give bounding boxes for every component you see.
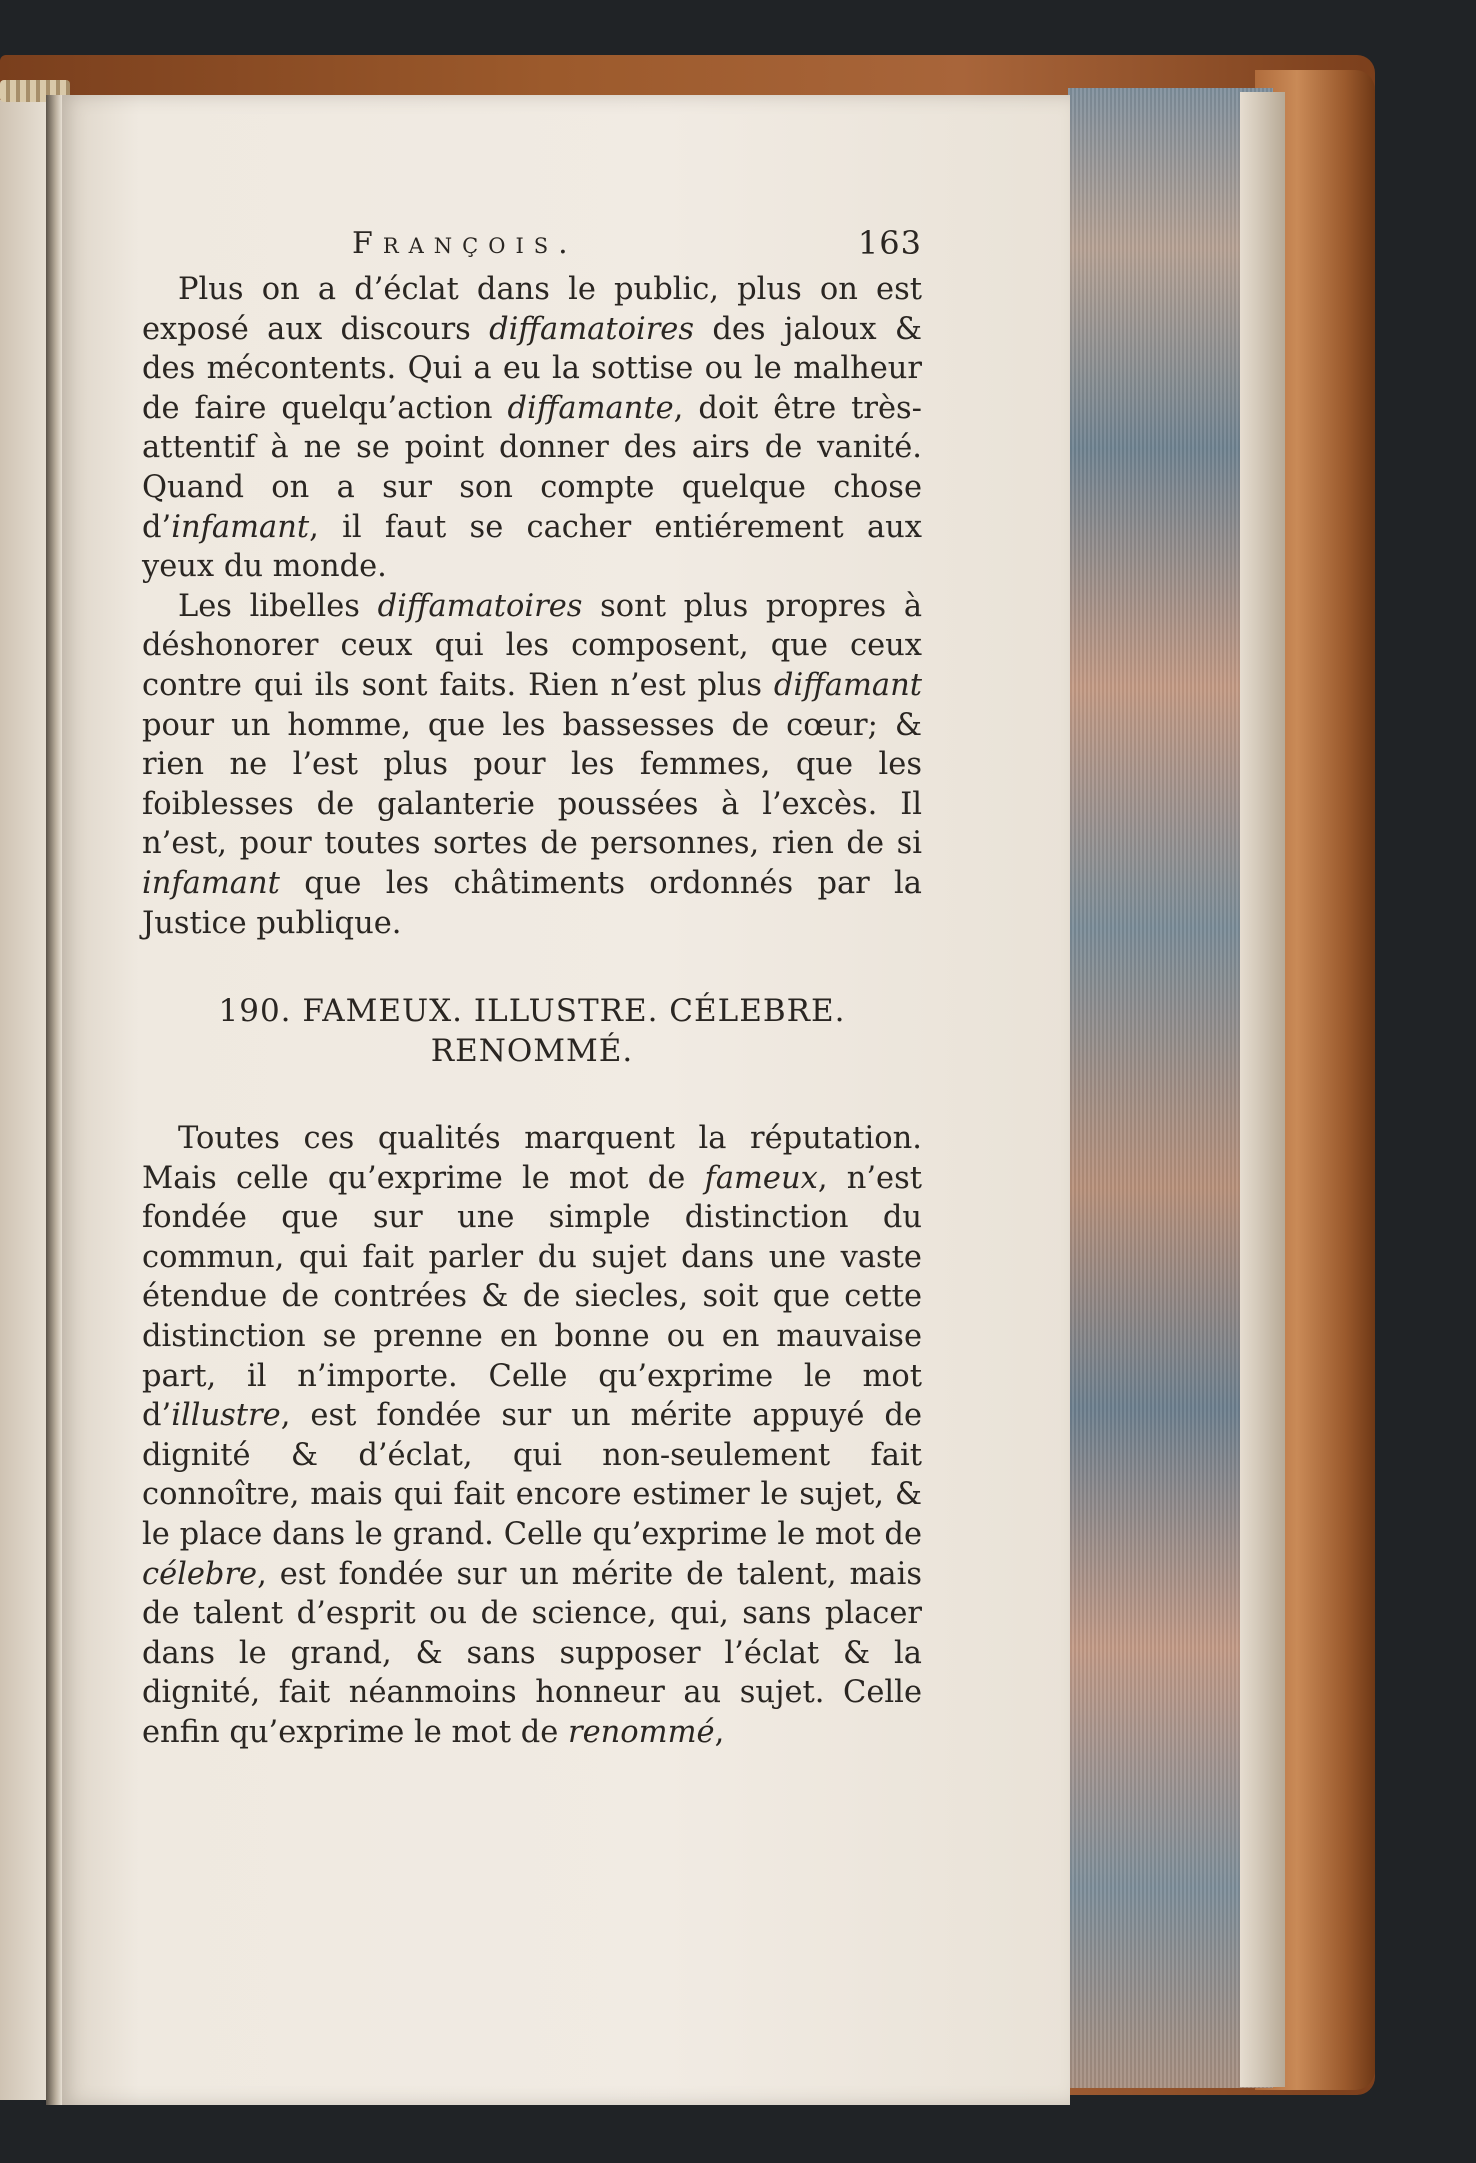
text-run: que les châtiments ordonnés par la Justice publique. xyxy=(142,865,922,941)
text-run: sont plus propres à déshonorer ceux qui les composent, que ceux contre qui ils sont faits. Rien n’est plus xyxy=(142,588,923,703)
text-run: , est fondée sur un mérite de talent, mais de talent d’esprit ou de science, qui, sans placer dans le grand, & sans supposer l’éclat & la dignité, fait néanmoins honneur au sujet. Celle enfin qu’exprime le mot de xyxy=(142,1556,922,1750)
text-run: Les libelles xyxy=(178,588,378,624)
italic-term: diffamante xyxy=(507,390,674,426)
text-run: Toutes ces qualités marquent la réputation. Mais celle qu’exprime le mot de xyxy=(142,1121,922,1196)
text-run: , est fondée sur un mérite appuyé de dignité & d’éclat, qui non-seulement fait connoître, mais qui fait encore estimer le sujet, & le place dans le grand. Celle qu’exprime le mot de xyxy=(142,1398,922,1553)
italic-term: infamant xyxy=(171,509,310,545)
page-block-edge xyxy=(1240,92,1285,2087)
italic-term: infamant xyxy=(142,865,280,901)
text-run: , doit être très-attentif à ne se point donner des airs de vanité. Quand on a sur son compte quelque chose d’ xyxy=(142,390,922,545)
running-head-title: François. xyxy=(352,226,578,261)
gutter xyxy=(46,95,62,2105)
text-run: , il faut se cacher entiérement aux yeux du monde. xyxy=(142,509,922,585)
verso-page-edge xyxy=(0,100,52,2100)
italic-term: illustre xyxy=(171,1398,281,1434)
running-head xyxy=(142,222,922,270)
italic-term: fameux xyxy=(704,1160,818,1196)
text-run: , n’est fondée que sur une simple distinction du commun, qui fait parler du sujet dans une vaste étendue de contrées & de siecles, soit que cette distinction se prenne en bonne ou en mauvaise part, il n’importe. Celle qu’exprime le mot d’ xyxy=(142,1160,923,1434)
paragraph-fameux xyxy=(142,1119,922,1753)
page-number: 163 xyxy=(857,224,922,262)
text-run: , xyxy=(714,1715,725,1750)
italic-term: diffamatoires xyxy=(489,311,694,347)
paragraph-infamant-1 xyxy=(142,270,922,587)
italic-term: diffamant xyxy=(773,667,922,703)
italic-term: célebre xyxy=(142,1556,258,1592)
italic-term: renommé xyxy=(568,1715,715,1750)
entry-heading xyxy=(142,991,922,1071)
text-run: Plus on a d’éclat dans le public, plus on est exposé aux discours xyxy=(142,272,922,347)
entry-heading-line1: 190. FAMEUX. ILLUSTRE. CÉLEBRE. xyxy=(218,993,846,1030)
entry-heading-line2: RENOMMÉ. xyxy=(430,1033,634,1070)
text-run: pour un homme, que les bassesses de cœur; & rien ne l’est plus pour les femmes, que les foiblesses de galanterie poussées à l’excès. Il n’est, pour toutes sortes de personnes, rien de si xyxy=(142,707,922,862)
page-text xyxy=(142,222,922,1753)
paragraph-infamant-2 xyxy=(142,587,922,943)
italic-term: diffamatoires xyxy=(377,588,583,624)
text-run: des jaloux & des mécontents. Qui a eu la sottise ou le malheur de faire quelqu’action xyxy=(142,311,923,426)
